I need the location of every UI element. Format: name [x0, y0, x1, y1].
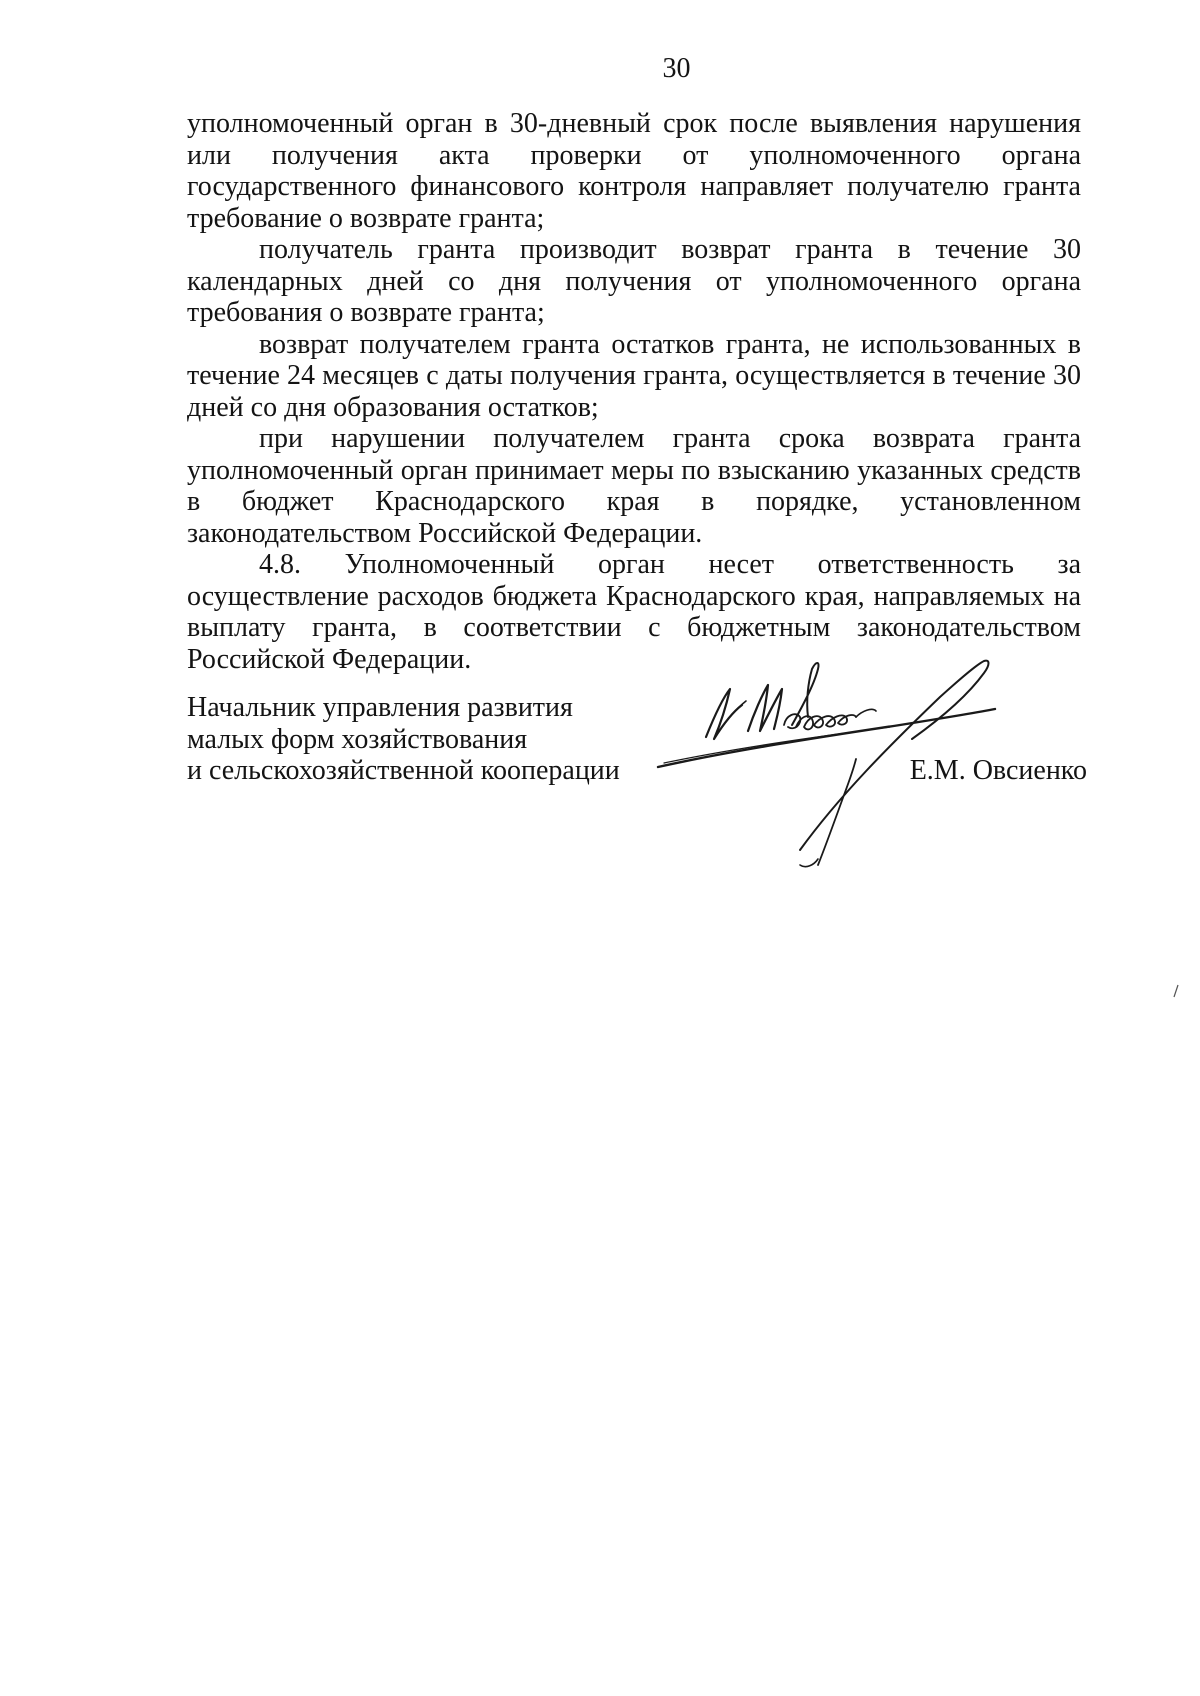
- paragraph-refund-demand: уполномоченный орган в 30-дневный срок после выявления нарушения или получения акта проверки от уполномоченного органа государственного финансового контроля направляет получателю гранта требование о возврате гранта;: [187, 108, 1081, 234]
- signer-position: [187, 692, 620, 787]
- signer-position-line-1: Начальник управления развития: [187, 692, 573, 723]
- handwritten-signature-icon: [650, 655, 1070, 880]
- signer-position-line-3: и сельскохозяйственной кооперации: [187, 755, 620, 786]
- signer-name: Е.М. Овсиенко: [909, 755, 1087, 786]
- paragraph-section-4-8: 4.8. Уполномоченный орган несет ответственность за осуществление расходов бюджета Краснодарского края, направляемых на выплату гранта, в соответствии с бюджетным законодательством Российской Федерации.: [187, 549, 1081, 675]
- signer-position-line-2: малых форм хозяйствования: [187, 723, 528, 755]
- scan-speck: [1172, 984, 1180, 998]
- paragraph-refund-term: получатель гранта производит возврат гранта в течение 30 календарных дней со дня получения от уполномоченного органа требования о возврате гранта;: [187, 234, 1081, 328]
- paragraph-unused-balance: возврат получателем гранта остатков гранта, не использованных в течение 24 месяцев с даты получения гранта, осуществляется в течение 30 дней со дня образования остатков;: [187, 328, 1081, 423]
- document-body: [187, 108, 1081, 675]
- page-number: 30: [662, 53, 691, 84]
- paragraph-recovery-measures: при нарушении получателем гранта срока возврата гранта уполномоченный орган принимает меры по взысканию указанных средств в бюджет Краснодарского края в порядке, установленном законодательством Российской Федерации.: [187, 423, 1081, 549]
